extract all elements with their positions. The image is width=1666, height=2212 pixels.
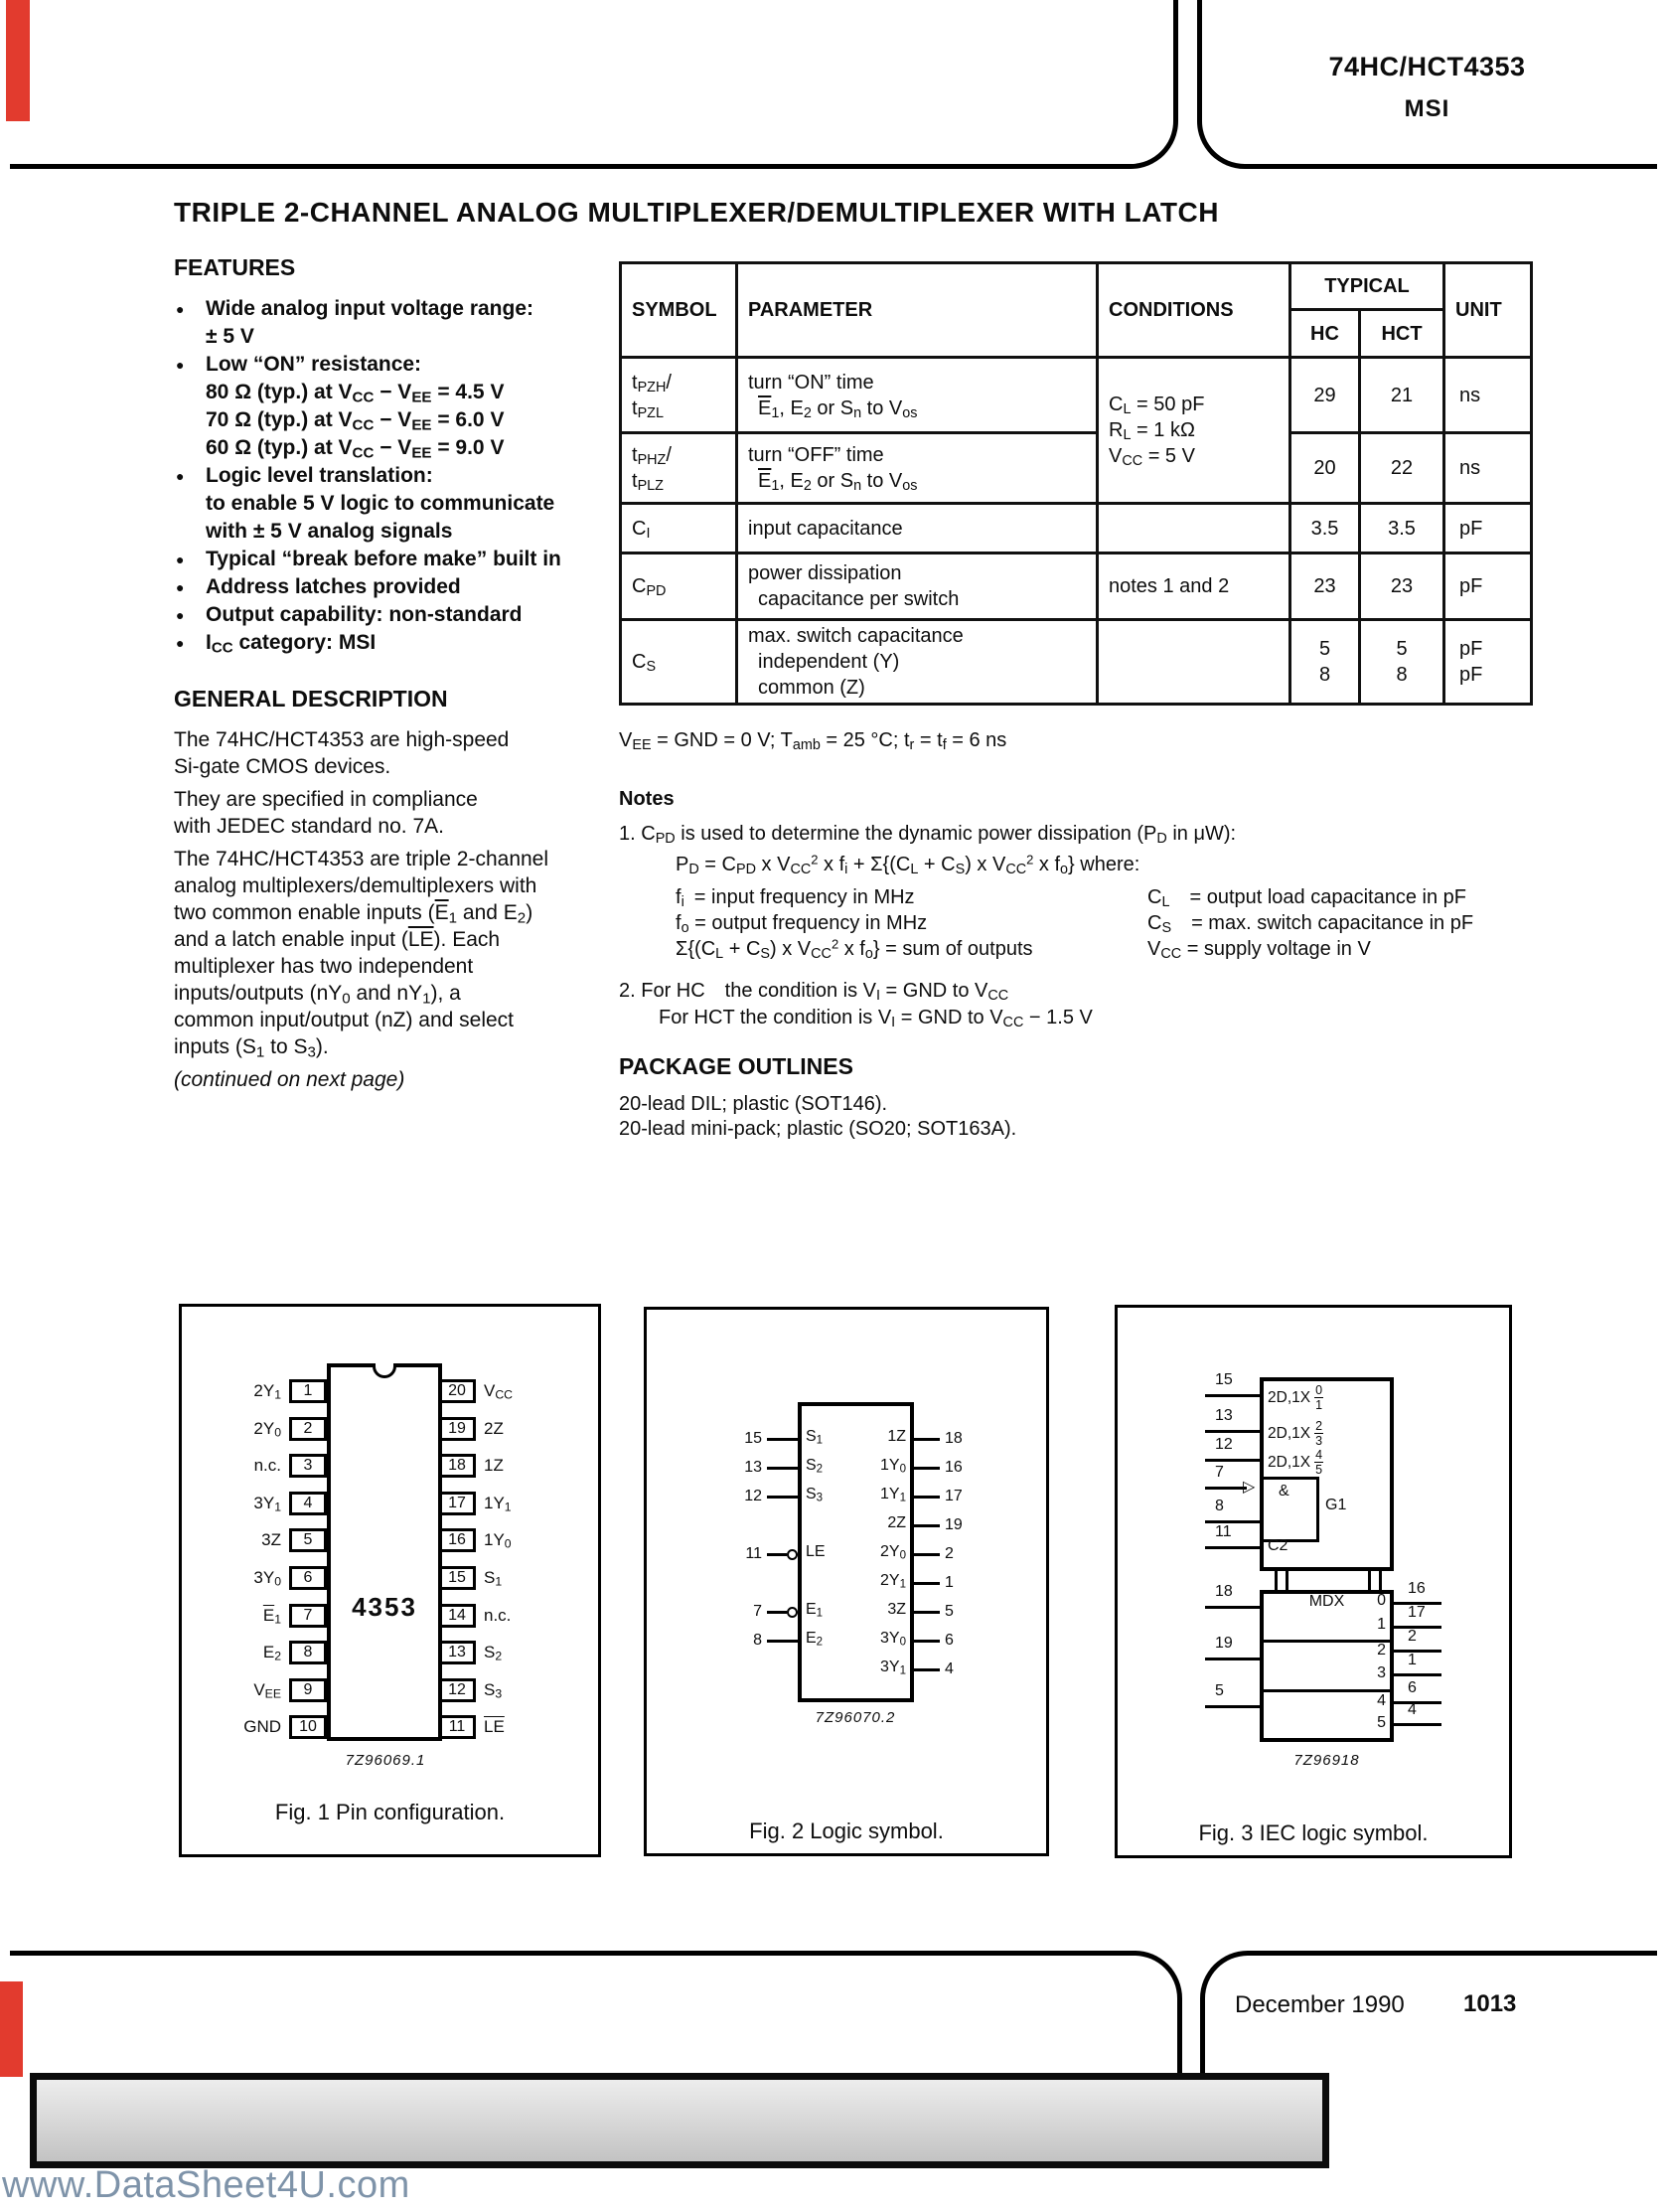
figure-code: 7Z96918 [1293,1752,1360,1769]
cell-unit: pF [1444,504,1532,553]
output-label: 3Z [887,1601,906,1618]
pin-row: $V_{EE}$ 9 [182,1677,327,1703]
output-wire: 2 [914,1542,974,1566]
description-paragraph: The 74HC/HCT4353 are high-speed Si-gate CMOS devices. [174,728,510,778]
col-header-hct: HCT [1360,310,1444,358]
pin-number: 8 [1215,1498,1224,1514]
note-1-definitions [619,884,1592,962]
cell-symbol: $C_I$ [621,504,737,553]
pin-number-box: 6 [289,1566,327,1590]
note-1-formula: $P_D = C_{PD}$ x $V_{CC}^2$ x $f_i + \Sigma\{(C_L + C_S)$ x $V_{CC}^2$ x $f_o$} where: [676,852,1140,878]
feature-item: ● Logic level translation: to enable 5 V logic to communicate with ± 5 V analog signals [206,462,651,546]
output-wire [1394,1701,1441,1704]
cell-hct: 23 [1360,553,1444,620]
general-description-section [174,686,661,1099]
table-row [621,553,1532,620]
pin-number: 6 [1408,1679,1417,1696]
input-wire [1205,1658,1260,1660]
features-list [174,295,651,657]
page-title: TRIPLE 2-CHANNEL ANALOG MULTIPLEXER/DEMULTIPLEXER WITH LATCH [174,197,1219,228]
header-rule-right [1197,0,1657,169]
part-number: 74HC/HCT4353 [1328,52,1526,81]
pin-row: 16 $1Y_0$ [438,1527,601,1553]
input-label: LE [806,1543,826,1560]
output-wire: 5 [914,1600,974,1624]
figure-3-iec-logic-symbol [1115,1305,1512,1858]
footer-date: December 1990 [1235,1991,1405,2018]
pin-row: 20 $V_{CC}$ [438,1378,601,1404]
pin-number-box: 3 [289,1454,327,1478]
pin-row: 17 $1Y_1$ [438,1491,601,1516]
output-wire: 6 [914,1629,974,1653]
pin-number-box: 13 [438,1641,476,1664]
input-label: $S_2$ [806,1457,824,1476]
chip-label: 4353 [352,1592,417,1622]
channel-fraction: $\frac{2}{3}$ [1315,1419,1323,1449]
pin-number-box: 15 [438,1566,476,1590]
pin-row: $3Y_1$ 4 [182,1491,327,1516]
cell-unit: pF [1444,553,1532,620]
cell-parameter: max. switch capacitance independent (Y) common (Z) [737,620,1098,705]
input-wire [1205,1606,1260,1609]
pin-number: 1 [1408,1652,1417,1668]
cell-unit: ns [1444,358,1532,433]
cell-hct: 21 [1360,358,1444,433]
figure-2-logic-symbol [644,1307,1049,1856]
iec-and-box [1260,1477,1319,1542]
pin-number-box: 20 [438,1379,476,1403]
watermark: www.DataSheet4U.com [2,2164,410,2206]
pin-number-box: 8 [289,1641,327,1664]
input-wire: 15 [741,1427,798,1451]
col-header-parameter: PARAMETER [737,263,1098,358]
pin-number: 11 [1215,1523,1232,1540]
pin-row: $E_2$ 8 [182,1640,327,1665]
package-outlines-lines: 20-lead DIL; plastic (SOT146). 20-lead mini-pack; plastic (SO20; SOT163A). [619,1093,1017,1140]
pin-row: 11 $\overline{LE}$ [438,1714,601,1740]
output-label: $2Y_0$ [880,1543,906,1562]
input-wire [1205,1487,1247,1490]
input-wire [1205,1546,1260,1549]
scan-red-stripe-bottom [0,1981,23,2077]
cell-symbol: $t_{PZH}/$ $t_{PZL}$ [621,358,737,433]
description-paragraph: They are specified in compliance with JEDEC standard no. 7A. [174,788,478,838]
pin-number-box: 14 [438,1604,476,1628]
features-section [174,254,651,657]
g1-label: G1 [1325,1497,1347,1513]
pin-number: 7 [1215,1464,1224,1481]
cell-hc: 23 [1290,553,1360,620]
cell-unit: pF pF [1444,620,1532,705]
pin-number-box: 10 [289,1715,327,1739]
pin-number-box: 18 [438,1454,476,1478]
negation-bubble [787,1607,798,1618]
block-connector [1368,1569,1382,1590]
cell-hc: 3.5 [1290,504,1360,553]
feature-item: ● Typical “break before make” built in [206,546,651,573]
pin-row: 12 $S_3$ [438,1677,601,1703]
cell-hct: 3.5 [1360,504,1444,553]
package-outlines-section [619,1053,1016,1142]
mdx-output-label: 0 [1377,1592,1386,1609]
input-wire: 12 [741,1485,798,1508]
data-input-label: 2D,1X $\frac{4}{5}$ [1268,1448,1323,1478]
output-wire: 1 [914,1571,974,1595]
pin-number: 2 [1408,1628,1417,1645]
notes-section [619,788,1592,1031]
mdx-output-label: 3 [1377,1664,1386,1681]
characteristics-table [619,261,1533,706]
pin-row: $\overline{E}_1$ 7 [182,1603,327,1629]
pin-number: 17 [1408,1604,1426,1621]
pin-number: 4 [1408,1701,1417,1718]
table-row [621,433,1532,504]
cell-conditions: notes 1 and 2 [1098,553,1290,620]
part-category: MSI [1404,95,1450,122]
input-label: $E_1$ [806,1601,824,1620]
channel-fraction: $\frac{0}{1}$ [1315,1383,1323,1413]
pin-row: 3Z 5 [182,1527,327,1553]
pin-number-box: 5 [289,1528,327,1552]
output-label: $1Y_1$ [880,1486,906,1504]
cell-symbol: $t_{PHZ}/$ $t_{PLZ}$ [621,433,737,504]
description-paragraph: The 74HC/HCT4353 are triple 2-channel analog multiplexers/demultiplexers with two common enable inputs ($\overline{E}_1$ and $E_2$) and a latch enable input $(\overline{LE})$. Each multiplexer has two independent inputs/outputs ($nY_0$ and $nY_1$), a common input/output (nZ) and select inputs ($S_1$ to $S_3$). [174,848,549,1061]
figure-3-caption: Fig. 3 IEC logic symbol. [1198,1820,1429,1845]
pin-number-box: 1 [289,1379,327,1403]
note-1-definitions-left: $f_i$ = input frequency in MHz $f_o$ = output frequency in MHz $\Sigma\{(C_L + C_S)$ x $V_{CC}^2$ x $f_o$} = sum of outputs [676,886,1033,963]
cell-hc: 29 [1290,358,1360,433]
output-wire [1394,1626,1441,1629]
features-heading: FEATURES [174,254,296,280]
feature-item: ● Low “ON” resistance: 80 Ω (typ.) at $V_{CC} - V_{EE} = 4.5$ V 70 Ω (typ.) at $V_{CC} - V_{EE} = 6.0$ V 60 Ω (typ.) at $V_{CC} - V_{EE} = 9.0$ V [206,351,651,462]
pin-number-box: 7 [289,1604,327,1628]
cell-hct: 22 [1360,433,1444,504]
pin-number: 13 [1215,1407,1233,1424]
pin-row: $2Y_0$ 2 [182,1416,327,1442]
pin-number: 12 [1215,1436,1233,1453]
pin-number-box: 12 [438,1678,476,1702]
table-row [621,358,1532,433]
output-label: 2Z [887,1514,906,1531]
pin-row: 19 2Z [438,1416,601,1442]
note-1-intro: 1. $C_{PD}$ is used to determine the dynamic power dissipation ($P_D$ in μW): [619,823,1237,848]
input-wire [1205,1394,1260,1397]
col-header-typical: TYPICAL [1290,263,1444,310]
pin-number: 18 [1215,1583,1233,1600]
pin-number-box: 17 [438,1492,476,1515]
feature-item: ● $I_{CC}$ category: MSI [206,629,651,657]
col-header-symbol: SYMBOL [621,263,737,358]
output-wire: 17 [914,1485,974,1508]
package-outlines-heading: PACKAGE OUTLINES [619,1053,853,1079]
input-wire [1205,1430,1260,1433]
continued-note: (continued on next page) [174,1068,405,1091]
mdx-output-label: 4 [1377,1692,1386,1709]
notes-heading: Notes [619,788,675,810]
feature-item: ● Wide analog input voltage range: ± 5 V [206,295,651,351]
input-wire: 11 [741,1542,798,1566]
note-1-definitions-right: $C_L$ = output load capacitance in pF $C_S$ = max. switch capacitance in pF $V_{CC}$ = supply voltage in V [1147,886,1474,963]
pin-row: $3Y_0$ 6 [182,1565,327,1591]
table-footnote: $V_{EE}$ = GND = 0 V; $T_{amb} = 25$ °C; $t_r = t_f = 6$ ns [619,729,1007,754]
pin-row: 13 $S_2$ [438,1640,601,1665]
mdx-title: MDX [1308,1593,1345,1610]
pin-number: 16 [1408,1580,1426,1597]
pin-row: 14 n.c. [438,1603,601,1629]
input-label: $E_2$ [806,1630,824,1649]
pin-number-box: 4 [289,1492,327,1515]
output-label: 1Z [887,1428,906,1445]
general-description-heading: GENERAL DESCRIPTION [174,686,448,711]
pin-number-box: 19 [438,1417,476,1441]
cell-hct: 5 8 [1360,620,1444,705]
input-wire [1205,1705,1260,1708]
pin-number-box: 11 [438,1715,476,1739]
cell-parameter: power dissipation capacitance per switch [737,553,1098,620]
feature-item: ● Output capability: non-standard [206,601,651,629]
figure-code: 7Z96070.2 [815,1709,896,1726]
cell-hc: 20 [1290,433,1360,504]
figure-1-caption: Fig. 1 Pin configuration. [274,1800,506,1824]
scan-bottom-bar [30,2073,1329,2168]
table-row [621,504,1532,553]
mdx-output-label: 2 [1377,1642,1386,1659]
cell-parameter: input capacitance [737,504,1098,553]
cell-hc: 5 8 [1290,620,1360,705]
footer-rule-left [10,1951,1182,2080]
and-label: & [1279,1483,1289,1500]
figure-2-caption: Fig. 2 Logic symbol. [749,1818,944,1843]
pin-row: 15 $S_1$ [438,1565,601,1591]
output-wire: 4 [914,1658,974,1681]
output-wire [1394,1723,1441,1726]
pin-number-box: 16 [438,1528,476,1552]
cell-parameter: turn “ON” time $\overline{E}_1$, $E_2$ or $S_n$ to $V_{os}$ [737,358,1098,433]
note-2: 2. For HC the condition is $V_I$ = GND to $V_{CC}$ For HCT the condition is $V_I$ = GND to $V_{CC} - 1.5$ V [619,980,1093,1031]
pin-number: 19 [1215,1635,1233,1652]
cell-conditions-shared: $C_L = 50$ pF $R_L = 1$ kΩ $V_{CC} = 5$ V [1098,358,1290,504]
mdx-output-label: 1 [1377,1616,1386,1633]
data-input-label: 2D,1X $\frac{0}{1}$ [1268,1383,1323,1413]
figure-code: 7Z96069.1 [345,1752,426,1769]
cell-conditions [1098,620,1290,705]
output-label: $2Y_1$ [880,1572,906,1591]
output-label: $3Y_1$ [880,1659,906,1677]
input-label: $S_1$ [806,1428,824,1447]
header-rule-left [10,0,1178,169]
figure-1-pin-configuration [179,1304,601,1857]
cell-symbol: $C_S$ [621,620,737,705]
input-wire: 7 [741,1600,798,1624]
input-wire [1205,1520,1260,1523]
input-wire [1205,1459,1260,1462]
dip-package-outline [327,1363,442,1741]
output-label: $1Y_0$ [880,1457,906,1476]
cell-parameter: turn “OFF” time $\overline{E}_1$, $E_2$ or $S_n$ to $V_{os}$ [737,433,1098,504]
col-header-conditions: CONDITIONS [1098,263,1290,358]
output-wire: 16 [914,1456,974,1480]
input-label: $S_3$ [806,1486,824,1504]
mdx-output-label: 5 [1377,1714,1386,1731]
pin-number: 15 [1215,1371,1233,1388]
input-wire: 8 [741,1629,798,1653]
table-row [621,620,1532,705]
output-wire: 19 [914,1513,974,1537]
pin-number: 5 [1215,1682,1224,1699]
col-header-unit: UNIT [1444,263,1532,358]
dip-notch [373,1363,396,1378]
cell-unit: ns [1444,433,1532,504]
output-wire: 18 [914,1427,974,1451]
block-connector [1275,1569,1288,1590]
data-input-label: 2D,1X $\frac{2}{3}$ [1268,1419,1323,1449]
output-wire [1394,1673,1441,1676]
pin-row: GND 10 [182,1714,327,1740]
cell-symbol: $C_{PD}$ [621,553,737,620]
polarity-wedge-icon: ▷ [1243,1477,1256,1496]
output-wire [1394,1650,1441,1653]
pin-number-box: 9 [289,1678,327,1702]
c2-label: C2 [1268,1537,1288,1554]
channel-fraction: $\frac{4}{5}$ [1315,1448,1323,1478]
pin-number-box: 2 [289,1417,327,1441]
feature-item: ● Address latches provided [206,573,651,601]
footer-page-number: 1013 [1463,1990,1517,2017]
input-wire: 13 [741,1456,798,1480]
pin-row: n.c. 3 [182,1453,327,1479]
col-header-hc: HC [1290,310,1360,358]
negation-bubble [787,1549,798,1560]
output-label: $3Y_0$ [880,1630,906,1649]
cell-conditions [1098,504,1290,553]
pin-row: 18 1Z [438,1453,601,1479]
pin-row: $2Y_1$ 1 [182,1378,327,1404]
